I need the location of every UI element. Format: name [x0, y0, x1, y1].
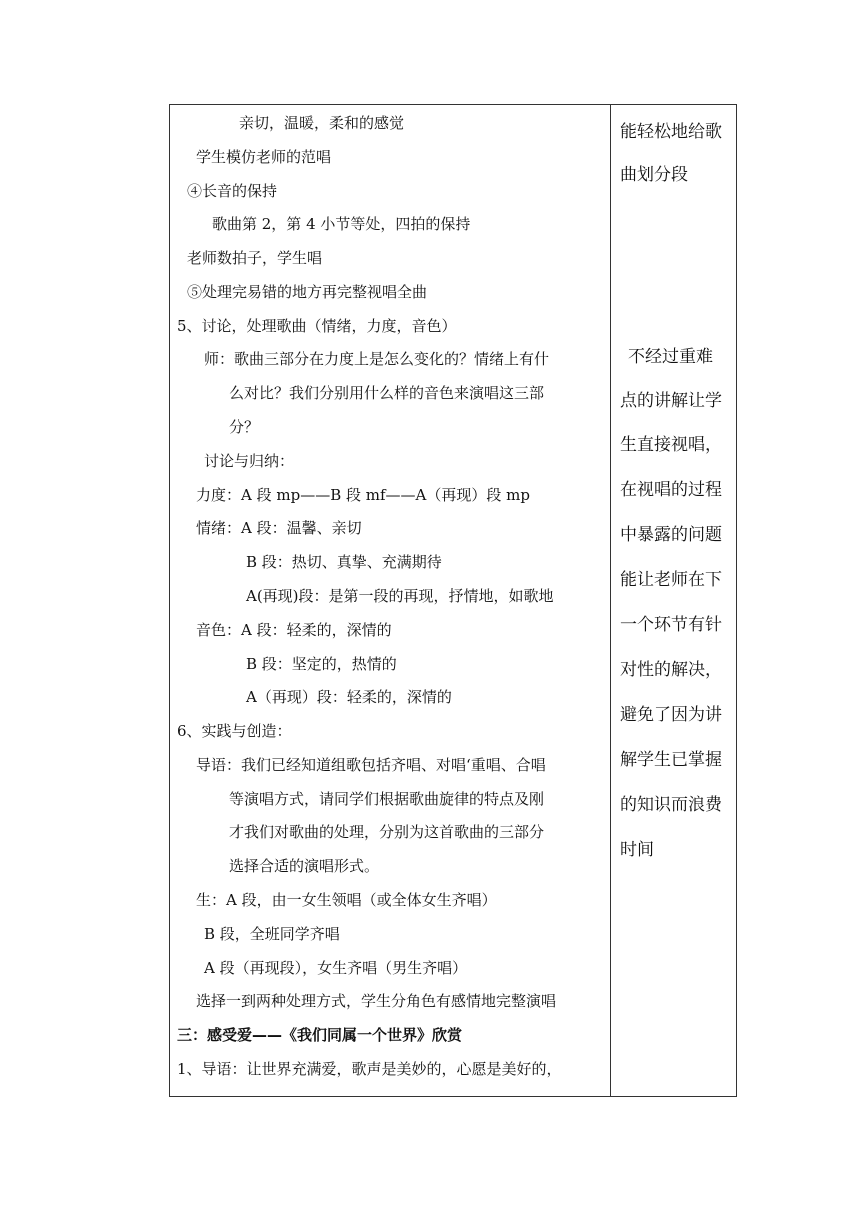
note-line: 点的讲解让学 [620, 391, 722, 411]
text-line: 选择一到两种处理方式，学生分角色有感情地完整演唱 [196, 992, 557, 1010]
note-line: 能让老师在下 [620, 570, 722, 590]
text-line: 等演唱方式，请同学们根据歌曲旋律的特点及刚 [229, 790, 545, 808]
text-line: 选择合适的演唱形式。 [229, 857, 380, 875]
note-line: 生直接视唱， [620, 435, 722, 455]
text-line: A（再现）段：轻柔的，深情的 [246, 688, 452, 706]
note-line: 对性的解决， [620, 660, 722, 680]
text-line: 分？ [229, 418, 260, 436]
text-line: 5、讨论，处理歌曲（情绪，力度，音色） [177, 317, 457, 335]
column-divider [610, 105, 611, 1096]
text-line: B 段：热切、真挚、充满期待 [246, 553, 442, 571]
text-line: ④长音的保持 [187, 182, 278, 200]
lesson-table [169, 104, 737, 1097]
text-line: B 段：坚定的，热情的 [246, 655, 397, 673]
section-heading: 三：感受爱——《我们同属一个世界》欣赏 [177, 1026, 463, 1044]
text-line: 歌曲第 2，第 4 小节等处，四拍的保持 [212, 215, 471, 233]
text-line: 师：歌曲三部分在力度上是怎么变化的？情绪上有什 [204, 350, 550, 368]
text-line: A(再现)段：是第一段的再现，抒情地，如歌地 [246, 587, 554, 605]
text-line: 讨论与归纳： [204, 452, 295, 470]
note-line: 不经过重难 [628, 347, 713, 367]
text-line: A 段（再现段），女生齐唱（男生齐唱） [204, 959, 468, 977]
note-line: 解学生已掌握 [620, 750, 722, 770]
note-line: 避免了因为讲 [620, 705, 722, 725]
text-line: 音色：A 段：轻柔的，深情的 [196, 621, 392, 639]
text-line: 才我们对歌曲的处理，分别为这首歌曲的三部分 [229, 823, 545, 841]
text-line: 导语：我们已经知道组歌包括齐唱、对唱‘重唱、合唱 [196, 756, 546, 774]
note-line: 曲划分段 [620, 165, 688, 185]
text-line: 学生模仿老师的范唱 [196, 148, 332, 166]
text-line: 生：A 段，由一女生领唱（或全体女生齐唱） [196, 891, 497, 909]
text-line: 亲切，温暖，柔和的感觉 [239, 114, 405, 132]
text-line: ⑤处理完易错的地方再完整视唱全曲 [187, 283, 428, 301]
text-line: B 段，全班同学齐唱 [204, 925, 340, 943]
note-line: 中暴露的问题 [620, 525, 722, 545]
text-line: 情绪：A 段：温馨、亲切 [196, 519, 362, 537]
text-line: 6、实践与创造： [177, 722, 292, 740]
note-line: 能轻松地给歌 [620, 122, 722, 142]
text-line: 力度：A 段 mp——B 段 mf——A（再现）段 mp [196, 486, 530, 504]
note-line: 一个环节有针 [620, 615, 722, 635]
note-line: 时间 [620, 840, 654, 860]
text-line: 1、导语：让世界充满爱，歌声是美妙的，心愿是美好的， [177, 1060, 562, 1078]
note-line: 的知识而浪费 [620, 795, 722, 815]
text-line: 老师数拍子，学生唱 [187, 249, 323, 267]
note-line: 在视唱的过程 [620, 480, 722, 500]
text-line: 么对比？我们分别用什么样的音色来演唱这三部 [229, 384, 545, 402]
